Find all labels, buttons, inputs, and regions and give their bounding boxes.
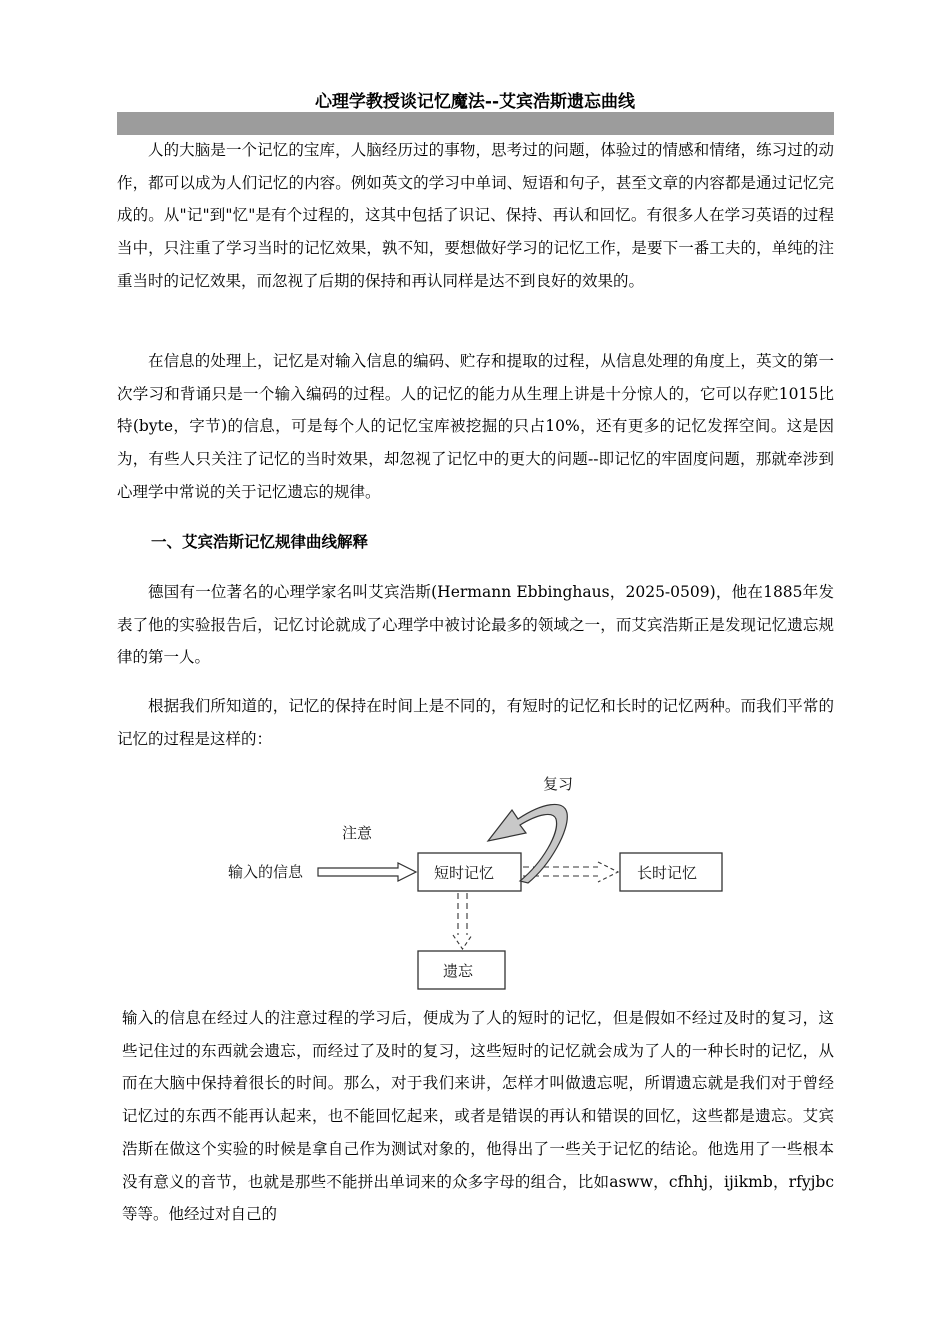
forgetting-box xyxy=(418,951,505,989)
short-term-memory-box xyxy=(418,853,521,891)
memory-process-diagram xyxy=(220,765,730,995)
review-label: 复习 xyxy=(543,775,574,793)
paragraph-2: 在信息的处理上，记忆是对输入信息的编码、贮存和提取的过程，从信息处理的角度上，英文的第一次学习和背诵只是一个输入编码的过程。人的记忆的能力从生理上讲是十分惊人的，它可以存贮1015比特(byte，字节)的信息，可是每个人的记忆宝库被挖掘的只占10%，还有更多的记忆发挥空间。这是因为，有些人只关注了记忆的当时效果，却忽视了记忆中的更大的问题--即记忆的牢固度问题，那就牵涉到心理学中常说的关于记忆遗忘的规律。 xyxy=(117,352,834,501)
paragraph-3: 德国有一位著名的心理学家名叫艾宾浩斯(Hermann Ebbinghaus，2025-0509)，他在1885年发表了他的实验报告后，记忆讨论就成了心理学中被讨论最多的领域之一，而艾宾浩斯正是发现记忆遗忘规律的第一人。 xyxy=(117,583,834,667)
paragraph-1: 人的大脑是一个记忆的宝库，人脑经历过的事物，思考过的问题，体验过的情感和情绪，练习过的动作，都可以成为人们记忆的内容。例如英文的学习中单词、短语和句子，甚至文章的内容都是通过记忆完成的。从"记"到"忆"是有个过程的，这其中包括了识记、保持、再认和回忆。有很多人在学习英语的过程当中，只注重了学习当时的记忆效果，孰不知，要想做好学习的记忆工作，是要下一番工夫的，单纯的注重当时的记忆效果，而忽视了后期的保持和再认同样是达不到良好的效果的。 xyxy=(117,141,834,290)
paragraph-4: 根据我们所知道的，记忆的保持在时间上是不同的，有短时的记忆和长时的记忆两种。而我们平常的记忆的过程是这样的： xyxy=(117,697,834,748)
forgetting-label: 遗忘 xyxy=(443,962,474,980)
document-title: 心理学教授谈记忆魔法--艾宾浩斯遗忘曲线 xyxy=(314,92,636,112)
input-info-label: 输入的信息 xyxy=(228,863,304,881)
dashed-arrow-to-forgetting xyxy=(453,893,472,949)
input-arrow xyxy=(318,863,416,881)
paragraph-5: 输入的信息在经过人的注意过程的学习后，便成为了人的短时的记忆，但是假如不经过及时的复习，这些记住过的东西就会遗忘，而经过了及时的复习，这些短时的记忆就会成为了人的一种长时的记忆，从而在大脑中保持着很长的时间。那么，对于我们来讲，怎样才叫做遗忘呢，所谓遗忘就是我们对于曾经记忆过的东西不能再认起来，也不能回忆起来，或者是错误的再认和错误的回忆，这些都是遗忘。艾宾浩斯在做这个实验的时候是拿自己作为测试对象的，他得出了一些关于记忆的结论。他选用了一些根本没有意义的音节，也就是那些不能拼出单词来的众多字母的组合，比如asww，cfhhj，ijikmb，rfyjbc等等。他经过对自己的 xyxy=(122,1009,834,1224)
short-term-memory-label: 短时记忆 xyxy=(434,864,495,882)
title-divider-bar xyxy=(117,112,834,135)
long-term-memory-label: 长时记忆 xyxy=(637,864,698,882)
attention-label: 注意 xyxy=(342,824,373,842)
long-term-memory-box xyxy=(620,853,722,891)
section-heading: 一、艾宾浩斯记忆规律曲线解释 xyxy=(151,533,369,551)
